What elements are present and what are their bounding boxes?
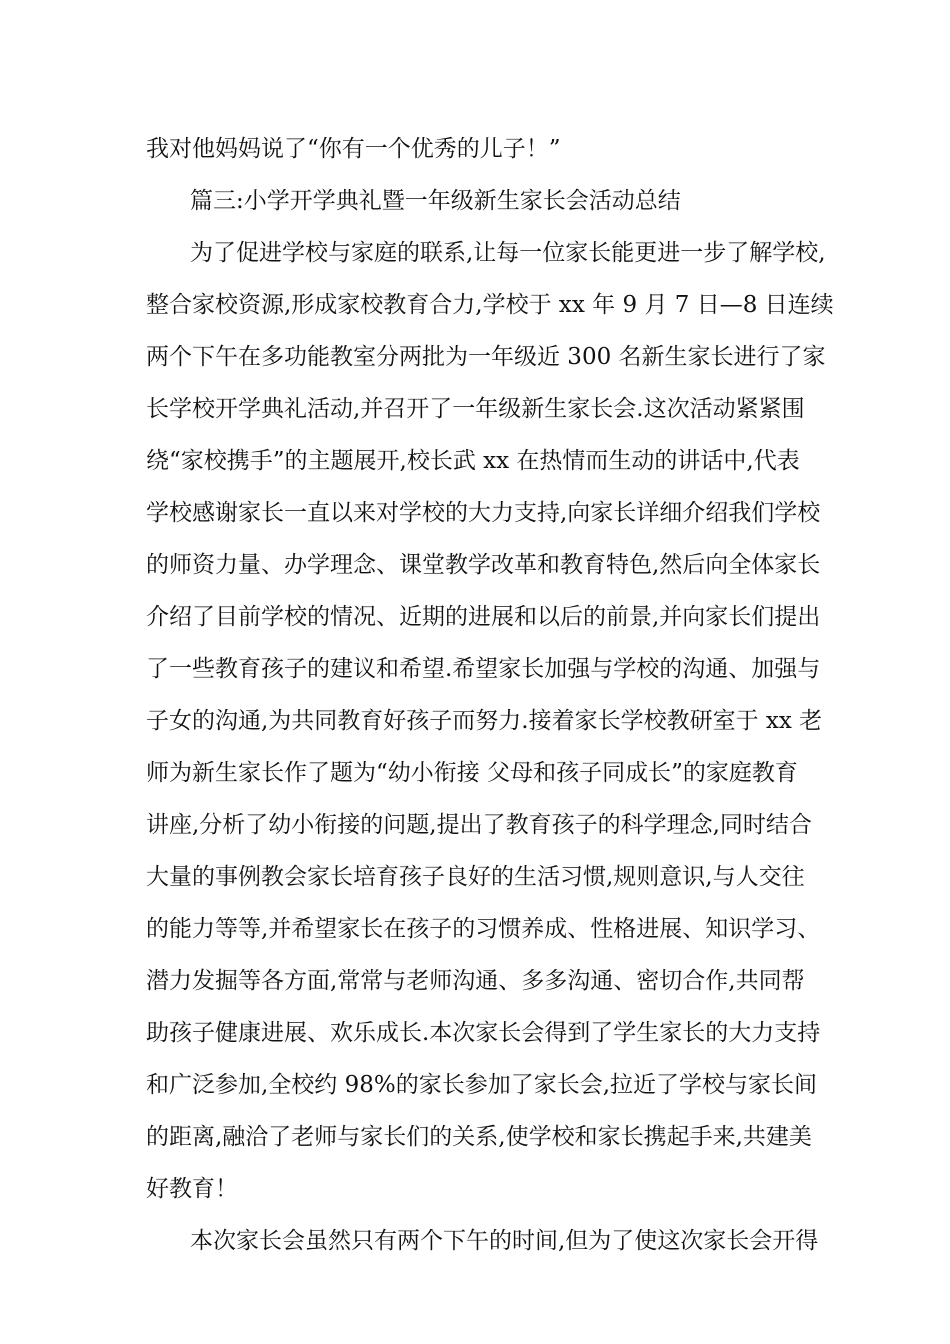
text-line: 师为新生家长作了题为“幼小衔接 父母和孩子同成长”的家庭教育	[146, 760, 798, 786]
text-line: 本次家长会虽然只有两个下午的时间,但为了使这次家长会开得	[190, 1228, 819, 1254]
text-line: 助孩子健康进展、欢乐成长.本次家长会得到了学生家长的大力支持	[146, 1020, 821, 1046]
text-line: 学校感谢家长一直以来对学校的大力支持,向家长详细介绍我们学校	[146, 500, 821, 526]
text-line: 的师资力量、办学理念、课堂教学改革和教育特色,然后向全体家长	[146, 552, 821, 578]
text-line: 的距离,融洽了老师与家长们的关系,使学校和家长携起手来,共建美	[146, 1124, 812, 1150]
text-line: 整合家校资源,形成家校教育合力,学校于 xx 年 9 月 7 日—8 日连续	[146, 292, 834, 318]
text-line: 的能力等等,并希望家长在孩子的习惯养成、性格进展、知识学习、	[146, 916, 821, 942]
text-line: 子女的沟通,为共同教育好孩子而努力.接着家长学校教研室于 xx 老	[146, 708, 823, 734]
text-line: 介绍了目前学校的情况、近期的进展和以后的前景,并向家长们提出	[146, 604, 821, 630]
text-line: 和广泛参加,全校约 98%的家长参加了家长会,拉近了学校与家长间	[146, 1072, 818, 1098]
text-line: 大量的事例教会家长培育孩子良好的生活习惯,规则意识,与人交往	[146, 864, 805, 890]
text-line: 我对他妈妈说了“你有一个优秀的儿子！”	[146, 136, 561, 162]
text-line: 好教育！	[146, 1176, 238, 1202]
text-line: 为了促进学校与家庭的联系,让每一位家长能更进一步了解学校,	[190, 240, 826, 266]
text-line: 绕“家校携手”的主题展开,校长武 xx 在热情而生动的讲话中,代表	[146, 448, 800, 474]
text-line: 讲座,分析了幼小衔接的问题,提出了教育孩子的科学理念,同时结合	[146, 812, 812, 838]
text-line: 长学校开学典礼活动,并召开了一年级新生家长会.这次活动紧紧围	[146, 396, 805, 422]
section-heading: 篇三:小学开学典礼暨一年级新生家长会活动总结	[190, 188, 681, 214]
text-line: 潜力发掘等各方面,常常与老师沟通、多多沟通、密切合作,共同帮	[146, 968, 805, 994]
text-line: 了一些教育孩子的建议和希望.希望家长加强与学校的沟通、加强与	[146, 656, 821, 682]
text-line: 两个下午在多功能教室分两批为一年级近 300 名新生家长进行了家	[146, 344, 826, 370]
